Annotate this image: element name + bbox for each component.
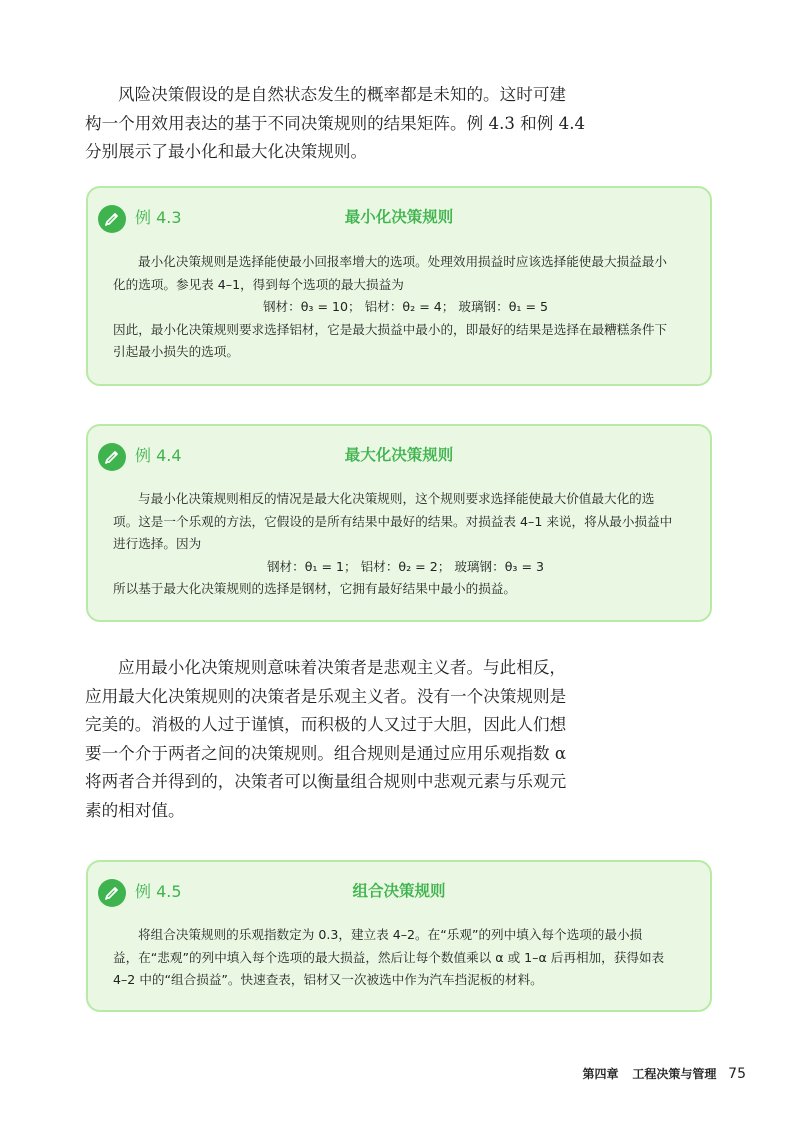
example-body (113, 488, 698, 601)
text-line: 风险决策假设的是自然状态发生的概率都是未知的。这时可建 (118, 85, 567, 104)
text-line: 化的选项。参见表 4–1，得到每个选项的最大损益为 (113, 276, 404, 292)
example-box-4-4 (86, 424, 712, 622)
middle-paragraph (85, 654, 567, 825)
text-line: 所以基于最大化决策规则的选择是钢材，它拥有最好结果中最小的损益。 (113, 581, 516, 596)
text-line: 与最小化决策规则相反的情况是最大化决策规则，这个规则要求选择能使最大价值最大化的选 (138, 491, 655, 506)
text-line: 将两者合并得到的，决策者可以衡量组合规则中悲观元素与乐观元 (85, 772, 567, 791)
example-title: 最大化决策规则 (344, 446, 454, 464)
example-header (88, 862, 710, 922)
text-line: 应用最小化决策规则意味着决策者是悲观主义者。与此相反， (118, 658, 567, 677)
example-header (88, 426, 710, 486)
example-box-4-5 (86, 860, 712, 1012)
text-line: 构一个用效用表达的基于不同决策规则的结果矩阵。例 4.3 和例 4.4 (85, 113, 586, 133)
text-line: 引起最小损失的选项。 (113, 344, 239, 359)
text-line: 将组合决策规则的乐观指数定为 0.3，建立表 4–2。在“乐观”的列中填入每个选项的最小损 (138, 927, 643, 942)
example-body (113, 251, 698, 364)
text-line: 完美的。消极的人过于谨慎，而积极的人又过于大胆，因此人们想 (85, 715, 567, 734)
example-header (88, 188, 710, 248)
chapter-title: 工程决策与管理 (632, 1067, 717, 1081)
example-body (113, 924, 698, 992)
text-line: 最小化决策规则是选择能使最小回报率增大的选项。处理效用损益时应该选择能使最大损益最小 (138, 254, 667, 269)
formula-line: 钢材：θ₁ = 1； 铝材：θ₂ = 2； 玻璃钢：θ₃ = 3 (266, 558, 545, 574)
text-line: 应用最大化决策规则的决策者是乐观主义者。没有一个决策规则是 (85, 686, 567, 706)
page-number: 75 (728, 1066, 746, 1082)
text-line: 分别展示了最小化和最大化决策规则。 (85, 142, 368, 161)
text-line: 因此，最小化决策规则要求选择铝材，它是最大损益中最小的，即最好的结果是选择在最糟糕条件下 (113, 321, 668, 337)
page-footer (582, 1065, 746, 1082)
formula-line: 钢材：θ₃ = 10； 铝材：θ₂ = 4； 玻璃钢：θ₁ = 5 (262, 299, 549, 314)
text-line: 益，在“悲观”的列中填入每个选项的最大损益，然后让每个数值乘以 α 或 1–α 后再相加，获得如表 (113, 949, 665, 965)
example-box-4-3 (86, 186, 712, 386)
intro-paragraph (85, 81, 586, 167)
example-label: 例 4.5 (135, 882, 182, 901)
chapter-label: 第四章 (582, 1067, 619, 1081)
example-title: 组合决策规则 (352, 882, 446, 900)
text-line: 项。这是一个乐观的方法，它假设的是所有结果中最好的结果。对损益表 4–1 来说，将从最小损益中 (113, 513, 673, 529)
text-line: 4–2 中的“组合损益”。快速查表，铝材又一次被选中作为汽车挡泥板的材料。 (113, 972, 543, 987)
text-line: 进行选择。因为 (113, 536, 202, 551)
example-label: 例 4.3 (135, 208, 182, 227)
text-line: 素的相对值。 (85, 800, 185, 820)
example-label: 例 4.4 (135, 446, 182, 465)
example-title: 最小化决策规则 (344, 208, 454, 226)
text-line: 要一个介于两者之间的决策规则。组合规则是通过应用乐观指数 α (85, 743, 567, 763)
